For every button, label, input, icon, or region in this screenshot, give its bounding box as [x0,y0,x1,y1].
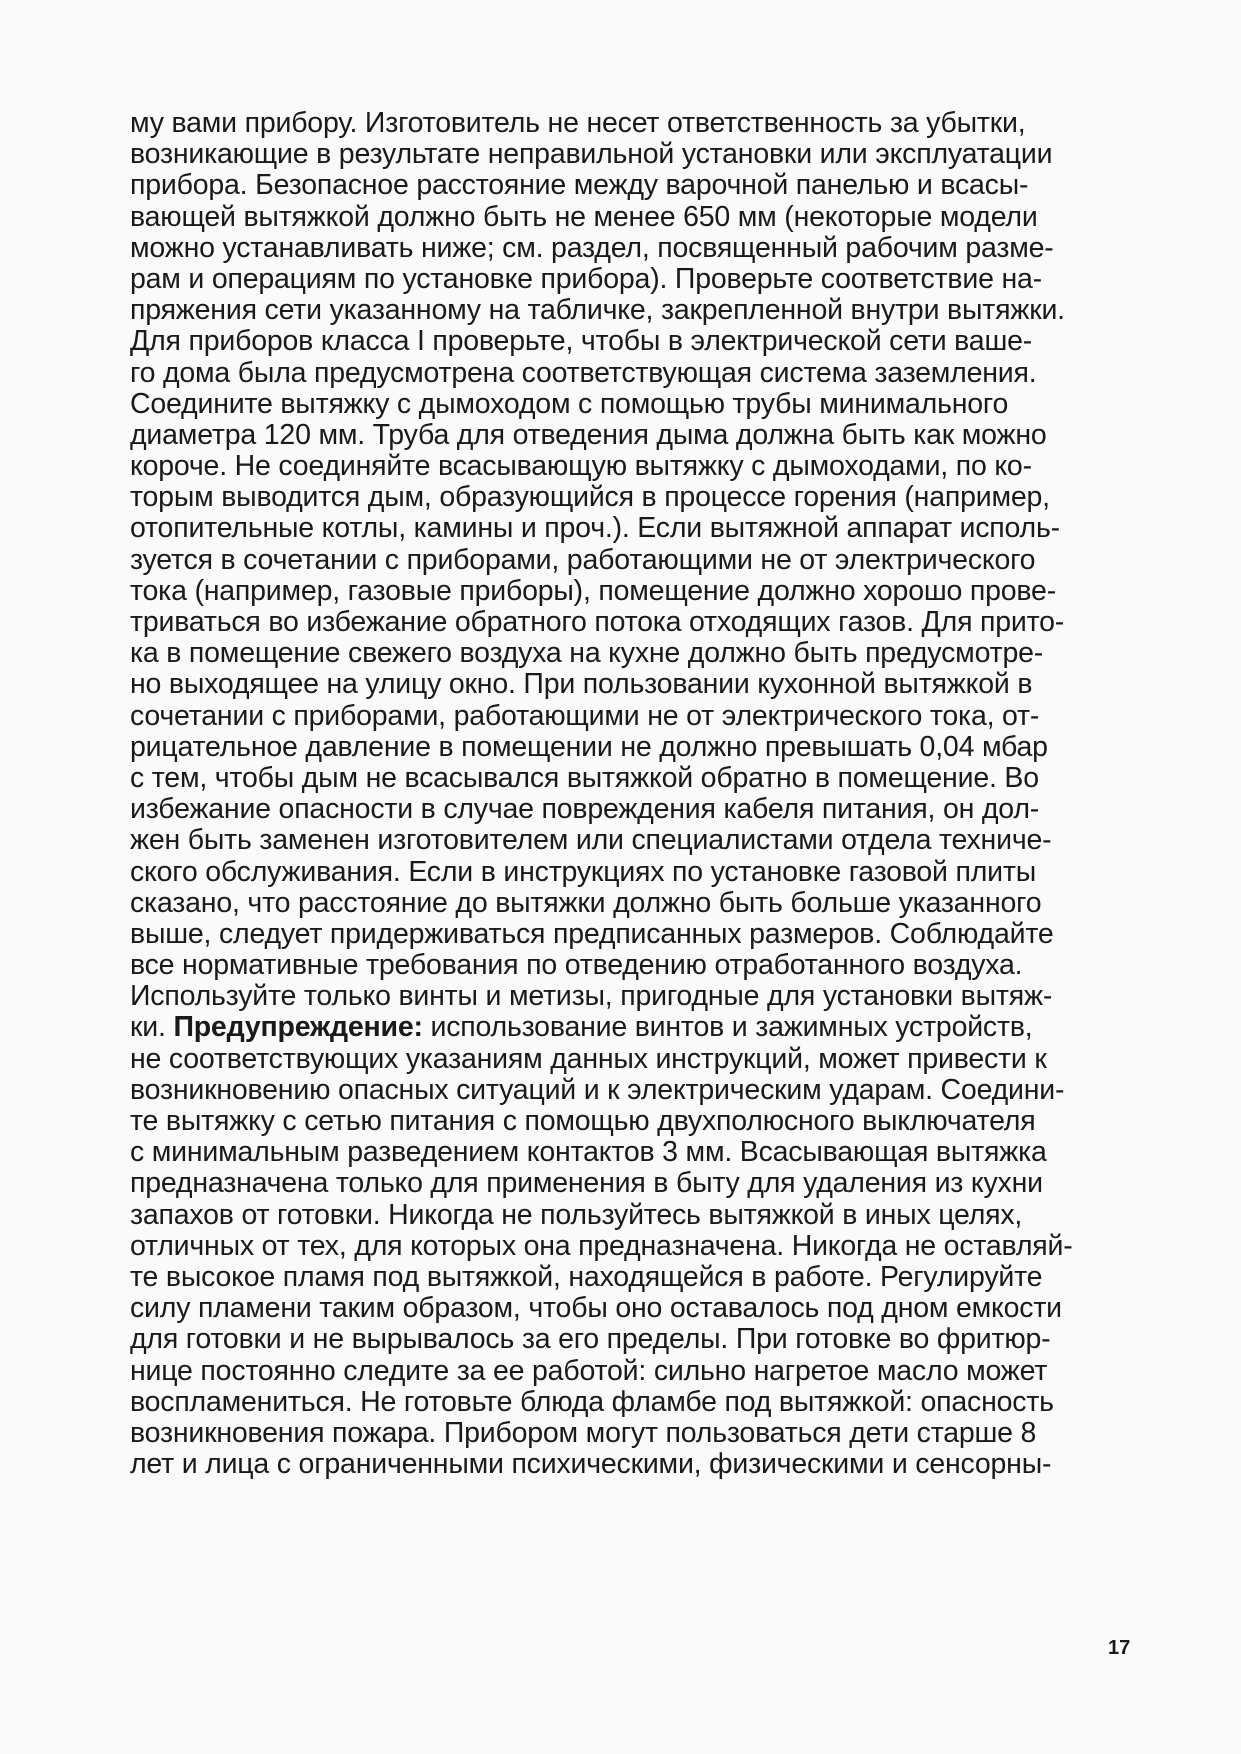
text-line: возникающие в результате неправильной установки или эксплуатации [130,138,1053,171]
text-line: возникновению опасных ситуаций и к электрическим ударам. Соедини- [130,1073,1065,1106]
text-line: прибора. Безопасное расстояние между варочной панелью и всасы- [130,169,1029,202]
warning-line-rest: использование винтов и зажимных устройств, [422,1011,1033,1044]
text-line: рицательное давление в помещении не должно превышать 0,04 мбар [130,730,1048,763]
text-line: Для приборов класса I проверьте, чтобы в электрической сети ваше- [130,325,1033,358]
text-line: триваться во избежание обратного потока отходящих газов. Для прито- [130,606,1065,638]
page-number: 17 [1108,1637,1131,1659]
text-line: диаметра 120 мм. Труба для отведения дыма должна быть как можно [130,418,1047,451]
text-line: можно устанавливать ниже; см. раздел, посвященный рабочим разме- [130,231,1054,264]
text-line: нице постоянно следите за ее работой: сильно нагретое масло может [130,1354,1048,1387]
text-line: предназначена только для применения в быту для удаления из кухни [130,1167,1043,1200]
text-line: жен быть заменен изготовителем или специалистами отдела техниче- [130,824,1052,857]
warning-line [130,1012,1170,1043]
text-line: лет и лица с ограниченными психическими, физическими и сенсорны- [130,1448,1052,1481]
text-line: сочетании с приборами, работающими не от электрического тока, от- [130,699,1040,732]
text-line: ского обслуживания. Если в инструкциях по установке газовой плиты [130,855,1037,888]
text-line: те высокое пламя под вытяжкой, находящейся в работе. Регулируйте [130,1260,1043,1293]
text-line: но выходящее на улицу окно. При пользовании кухонной вытяжкой в [130,668,1033,701]
text-line: Используйте только винты и метизы, пригодные для установки вытяж- [130,980,1053,1013]
body-text [130,108,1170,1480]
text-line: отличных от тех, для которых она предназначена. Никогда не оставляй- [130,1229,1073,1262]
text-line: му вами прибору. Изготовитель не несет ответственность за убытки, [130,107,1026,139]
text-line: ка в помещение свежего воздуха на кухне должно быть предусмотре- [130,637,1044,670]
text-line: с тем, чтобы дым не всасывался вытяжкой обратно в помещение. Во [130,761,1039,794]
text-line: Соедините вытяжку с дымоходом с помощью трубы минимального [130,387,1009,420]
text-line: сказано, что расстояние до вытяжки должно быть больше указанного [130,886,1042,919]
text-line: те вытяжку с сетью питания с помощью двухполюсного выключателя [130,1105,1036,1137]
text-line: с минимальным разведением контактов 3 мм. Всасывающая вытяжка [130,1136,1047,1169]
text-line: короче. Не соединяйте всасывающую вытяжку с дымоходами, по ко- [130,450,1032,483]
text-line: тока (например, газовые приборы), помещение должно хорошо прове- [130,574,1056,607]
text-line: воспламениться. Не готовьте блюда фламбе под вытяжкой: опасность [130,1385,1054,1418]
text-line: зуется в сочетании с приборами, работающими не от электрического [130,543,1036,576]
text-line: для готовки и не вырывалось за его пределы. При готовке во фритюр- [130,1323,1051,1356]
text-line: силу пламени таким образом, чтобы оно оставалось под дном емкости [130,1292,1062,1325]
warning-line-prefix: ки. [130,1011,174,1044]
text-line: го дома была предусмотрена соответствующая система заземления. [130,356,1037,389]
text-line: не соответствующих указаниям данных инструкций, может привести к [130,1042,1047,1075]
text-line: отопительные котлы, камины и проч.). Если вытяжной аппарат исполь- [130,512,1060,545]
text-line: торым выводится дым, образующийся в процессе горения (например, [130,481,1050,514]
text-line: вающей вытяжкой должно быть не менее 650 мм (некоторые модели [130,200,1038,233]
text-line: возникновения пожара. Прибором могут пользоваться дети старше 8 [130,1416,1037,1449]
text-line: запахов от готовки. Никогда не пользуйтесь вытяжкой в иных целях, [130,1198,1023,1231]
text-line: рам и операциям по установке прибора). Проверьте соответствие на- [130,262,1042,295]
text-line: избежание опасности в случае повреждения кабеля питания, он дол- [130,793,1040,826]
text-line: пряжения сети указанному на табличке, закрепленной внутри вытяжки. [130,294,1065,327]
text-line: все нормативные требования по отведению отработанного воздуха. [130,949,1023,982]
warning-label: Предупреждение: [173,1011,423,1044]
text-line: выше, следует придерживаться предписанных размеров. Соблюдайте [130,917,1054,950]
